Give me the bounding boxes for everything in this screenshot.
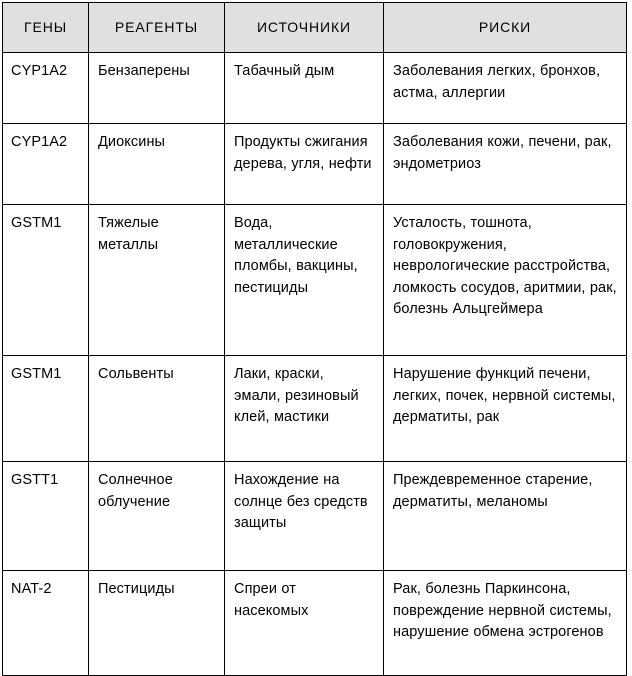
cell-reagent: Сольвенты <box>89 356 225 462</box>
cell-gene: CYP1A2 <box>3 124 89 205</box>
table-row <box>3 462 627 571</box>
cell-risk: Преждевременное старение, дерматиты, меланомы <box>384 462 627 571</box>
cell-gene: GSTM1 <box>3 356 89 462</box>
cell-gene: GSTM1 <box>3 205 89 356</box>
table-header-row <box>3 3 627 53</box>
cell-source: Вода, металлические пломбы, вакцины, пестициды <box>225 205 384 356</box>
cell-risk: Заболевания кожи, печени, рак, эндометриоз <box>384 124 627 205</box>
cell-reagent: Тяжелые металлы <box>89 205 225 356</box>
cell-source: Продукты сжигания дерева, угля, нефти <box>225 124 384 205</box>
cell-risk: Усталость, тошнота, головокружения, неврологические расстройства, ломкость сосудов, аритмии, рак, болезнь Альцгеймера <box>384 205 627 356</box>
cell-gene: CYP1A2 <box>3 53 89 124</box>
cell-reagent: Солнечное облучение <box>89 462 225 571</box>
cell-source: Нахождение на солнце без средств защиты <box>225 462 384 571</box>
table-row <box>3 356 627 462</box>
cell-reagent: Диоксины <box>89 124 225 205</box>
table-header <box>3 3 627 53</box>
cell-gene: GSTT1 <box>3 462 89 571</box>
table-body <box>3 53 627 676</box>
cell-reagent: Пестициды <box>89 571 225 676</box>
table-row <box>3 53 627 124</box>
cell-risk: Рак, болезнь Паркинсона, повреждение нервной системы, нарушение обмена эстрогенов <box>384 571 627 676</box>
cell-source: Лаки, краски, эмали, резиновый клей, мастики <box>225 356 384 462</box>
cell-source: Табачный дым <box>225 53 384 124</box>
cell-gene: NAT-2 <box>3 571 89 676</box>
cell-source: Спреи от насекомых <box>225 571 384 676</box>
column-header-sources: ИСТОЧНИКИ <box>225 3 384 53</box>
column-header-reagents: РЕАГЕНТЫ <box>89 3 225 53</box>
cell-risk: Заболевания легких, бронхов, астма, аллергии <box>384 53 627 124</box>
table-row <box>3 205 627 356</box>
table-row <box>3 571 627 676</box>
cell-reagent: Бензаперены <box>89 53 225 124</box>
gene-risk-table <box>2 2 627 676</box>
table-row <box>3 124 627 205</box>
cell-risk: Нарушение функций печени, легких, почек, нервной системы, дерматиты, рак <box>384 356 627 462</box>
column-header-genes: ГЕНЫ <box>3 3 89 53</box>
column-header-risks: РИСКИ <box>384 3 627 53</box>
